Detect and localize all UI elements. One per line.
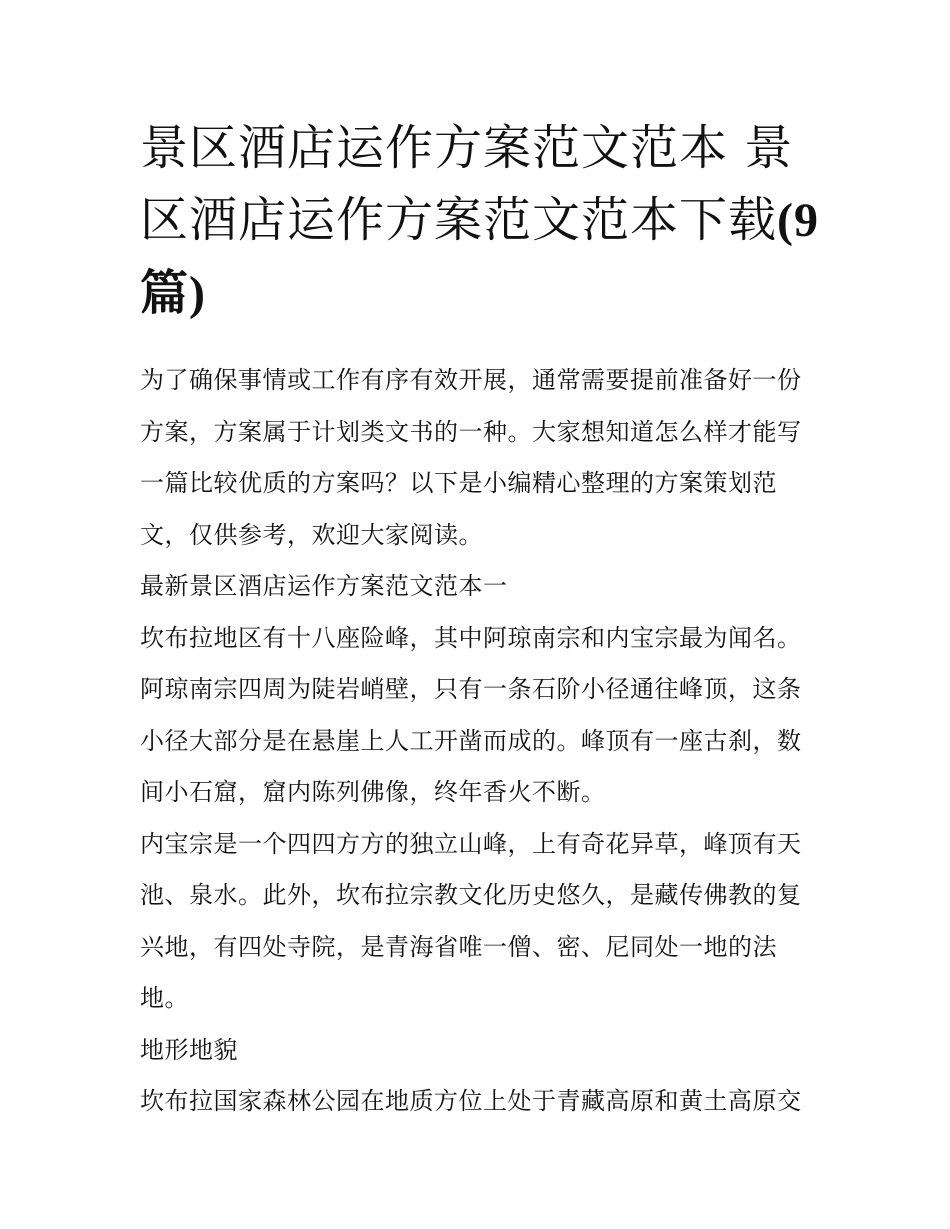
body-paragraph: 坎布拉地区有十八座险峰，其中阿琼南宗和内宝宗最为闻名。阿琼南宗四周为陡岩峭壁，只有一条石阶小径通往峰顶，这条小径大部分是在悬崖上人工开凿而成的。峰顶有一座古刹，数间小石窟，窟内陈列佛像，终年香火不断。 — [140, 623, 802, 806]
section-heading: 最新景区酒店运作方案范文范本一 — [140, 572, 508, 600]
subsection-heading: 地形地貌 — [140, 1035, 238, 1064]
document-title — [140, 112, 820, 330]
document-body — [140, 355, 815, 1128]
title-text: 景区酒店运作方案范文范本 景区酒店运作方案范文范本下载 — [140, 120, 794, 248]
intro-paragraph: 为了确保事情或工作有序有效开展，通常需要提前准备好一份方案，方案属于计划类文书的一种。大家想知道怎么样才能写一篇比较优质的方案吗？以下是小编精心整理的方案策划范文，仅供参考，欢迎大家阅读。 — [140, 366, 802, 549]
body-paragraph: 坎布拉国家森林公园在地质方位上处于青藏高原和黄土高原交 — [140, 1087, 802, 1115]
title-count: (9 篇) — [140, 194, 819, 320]
body-paragraph: 内宝宗是一个四四方方的独立山峰，上有奇花异草，峰顶有天池、泉水。此外，坎布拉宗教文化历史悠久，是藏传佛教的复兴地，有四处寺院，是青海省唯一僧、密、尼同处一地的法地。 — [140, 829, 802, 1012]
